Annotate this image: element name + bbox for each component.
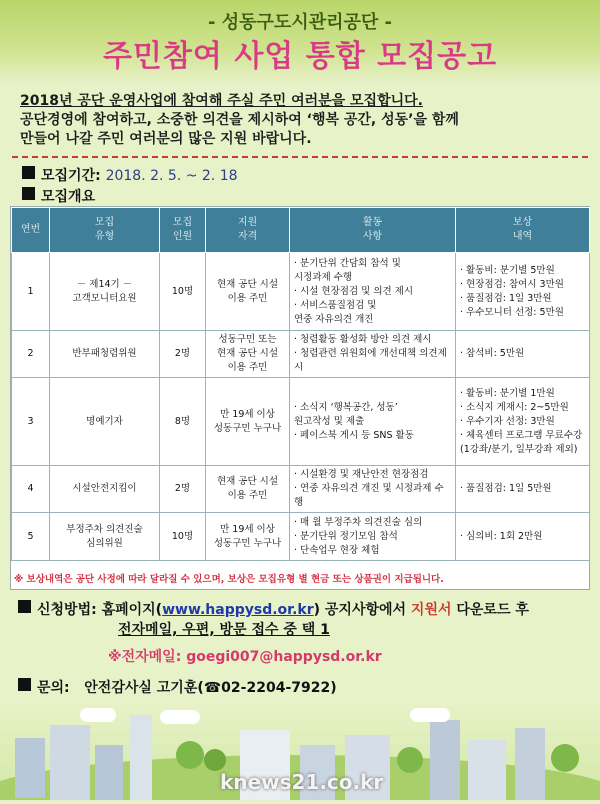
site-prefix: 홈페이지( [101, 602, 163, 618]
activities [290, 378, 456, 466]
activity-item: · 청렴활동 활성화 방안 의견 제시 [294, 334, 432, 345]
table-row [12, 331, 590, 378]
recruit-count: 8명 [160, 378, 206, 466]
overview-heading [22, 186, 95, 206]
watermark: knews21.co.kr [220, 770, 384, 794]
reward-item: (1강좌/분기, 일부강좌 제외) [460, 443, 578, 455]
divider [12, 156, 588, 158]
activity-item: · 시설 현장점검 및 의견 제시 [294, 285, 414, 297]
qualification: 만 19세 이상 성동구민 누구나 [206, 378, 290, 466]
row-number: 3 [12, 378, 50, 466]
recruit-count: 2명 [160, 331, 206, 378]
reward-item: · 참석비: 5만원 [460, 348, 525, 359]
overview-label: 모집개요 [41, 189, 96, 205]
recruit-count: 2명 [160, 466, 206, 513]
recruit-count: 10명 [160, 513, 206, 561]
email-label: ※전자메일: [108, 649, 182, 665]
apply-rest-2: 전자메일, 우편, 방문 접수 중 택 1 [118, 622, 330, 638]
recruit-table [10, 206, 590, 590]
page-title: 주민참여 사업 통합 모집공고 [102, 39, 498, 74]
reward-item: · 현장점검: 참여시 3만원 [460, 278, 564, 290]
email-info [108, 646, 382, 666]
table-row [12, 253, 590, 331]
form-word: 지원서 [410, 602, 452, 618]
row-number: 4 [12, 466, 50, 513]
table-header-5: 보상 내역 [456, 208, 590, 253]
inquiry-info [18, 677, 337, 697]
apply-label: 신청방법: [37, 602, 97, 618]
row-number: 1 [12, 253, 50, 331]
activities [290, 466, 456, 513]
recruit-type: 반부패청렴위원 [50, 331, 160, 378]
recruit-type: 명예기자 [50, 378, 160, 466]
recruit-period [22, 165, 238, 185]
activity-item: · 매 월 부정주차 의견진술 심의 [294, 516, 423, 528]
table-header-2: 모집 인원 [160, 208, 206, 253]
row-number: 2 [12, 331, 50, 378]
reward-item: · 우수모니터 선정: 5만원 [460, 306, 564, 318]
intro-text [20, 92, 580, 149]
reward-item: · 활동비: 분기별 5만원 [460, 264, 555, 276]
rewards [456, 513, 590, 561]
square-bullet-icon [22, 187, 35, 200]
table-row [12, 378, 590, 466]
reward-item: · 품질점검: 1일 5만원 [460, 483, 552, 494]
reward-item: · 활동비: 분기별 1만원 [460, 387, 555, 399]
activities [290, 253, 456, 331]
qualification: 성동구민 또는 현재 공단 시설 이용 주민 [206, 331, 290, 378]
intro-line-3: 만들어 나갈 주민 여러분의 많은 지원 바랍니다. [20, 131, 312, 147]
table-header-4: 활동 사항 [290, 208, 456, 253]
qualification: 만 19세 이상 성동구민 누구나 [206, 513, 290, 561]
table-row [12, 466, 590, 513]
email-address[interactable]: goegi007@happysd.or.kr [186, 649, 382, 665]
activity-item: · 연중 자유의견 개진 및 시정과제 수행 [294, 483, 444, 508]
recruit-type: － 제14기 － 고객모니터요원 [50, 253, 160, 331]
table-header-0: 연번 [12, 208, 50, 253]
apply-method [18, 600, 588, 640]
square-bullet-icon [18, 678, 31, 691]
intro-line-1: 2018년 공단 운영사업에 참여해 주실 주민 여러분을 모집합니다. [20, 93, 423, 109]
reward-item: · 체육센터 프로그램 무료수강 [460, 429, 583, 441]
activities [290, 331, 456, 378]
table-header-1: 모집 유형 [50, 208, 160, 253]
rewards [456, 331, 590, 378]
intro-line-2: 공단경영에 참여하고, 소중한 의견을 제시하여 ‘행복 공간, 성동’을 함께 [20, 112, 459, 128]
row-number: 5 [12, 513, 50, 561]
reward-item: · 심의비: 1회 2만원 [460, 530, 543, 542]
table-header-3: 지원 자격 [206, 208, 290, 253]
activities [290, 513, 456, 561]
rewards [456, 378, 590, 466]
square-bullet-icon [18, 600, 31, 613]
activity-item: · 단속업무 현장 체험 [294, 544, 380, 556]
reward-item: · 품질점검: 1일 3만원 [460, 292, 552, 304]
site-suffix: ) 공지사항에서 [313, 602, 407, 618]
period-label: 모집기간: [41, 168, 101, 184]
inquiry-label: 문의: [37, 680, 70, 696]
period-value: 2018. 2. 5. ~ 2. 18 [105, 168, 238, 184]
activity-item: · 시설환경 및 재난안전 현장점검 [294, 469, 429, 480]
qualification: 현재 공단 시설 이용 주민 [206, 466, 290, 513]
qualification: 현재 공단 시설 이용 주민 [206, 253, 290, 331]
inquiry-value: 안전감사실 고기훈(☎02-2204-7922) [84, 680, 337, 696]
org-name: - 성동구도시관리공단 - [208, 12, 392, 33]
square-bullet-icon [22, 166, 35, 179]
activity-item: · 청렴관련 위원회에 개선대책 의견제시 [294, 348, 447, 373]
activity-item: · 분기단위 정기모임 참석 [294, 530, 398, 542]
table-row [12, 513, 590, 561]
activity-item: · 분기단위 간담회 참석 및 시정과제 수행 [294, 257, 401, 283]
apply-rest-1: 다운로드 후 [456, 602, 529, 618]
recruit-type: 부정주차 의견진술 심의위원 [50, 513, 160, 561]
site-link[interactable]: www.happysd.or.kr [162, 602, 314, 618]
activity-item: · 서비스품질점검 및 연중 자유의견 개진 [294, 299, 377, 325]
activity-item: · 페이스북 게시 등 SNS 활동 [294, 429, 414, 441]
recruit-count: 10명 [160, 253, 206, 331]
rewards [456, 253, 590, 331]
reward-note: ※ 보상내역은 공단 사정에 따라 달라질 수 있으며, 보상은 모집유형 별 현금 또는 상품권이 지급됩니다. [14, 574, 444, 585]
rewards [456, 466, 590, 513]
recruit-type: 시설안전지킴이 [50, 466, 160, 513]
activity-item: · 소식지 ‘행복공간, 성동’ 원고작성 및 제출 [294, 401, 398, 427]
reward-item: · 우수기자 선정: 3만원 [460, 415, 555, 427]
reward-item: · 소식지 게재시: 2~5만원 [460, 401, 569, 413]
